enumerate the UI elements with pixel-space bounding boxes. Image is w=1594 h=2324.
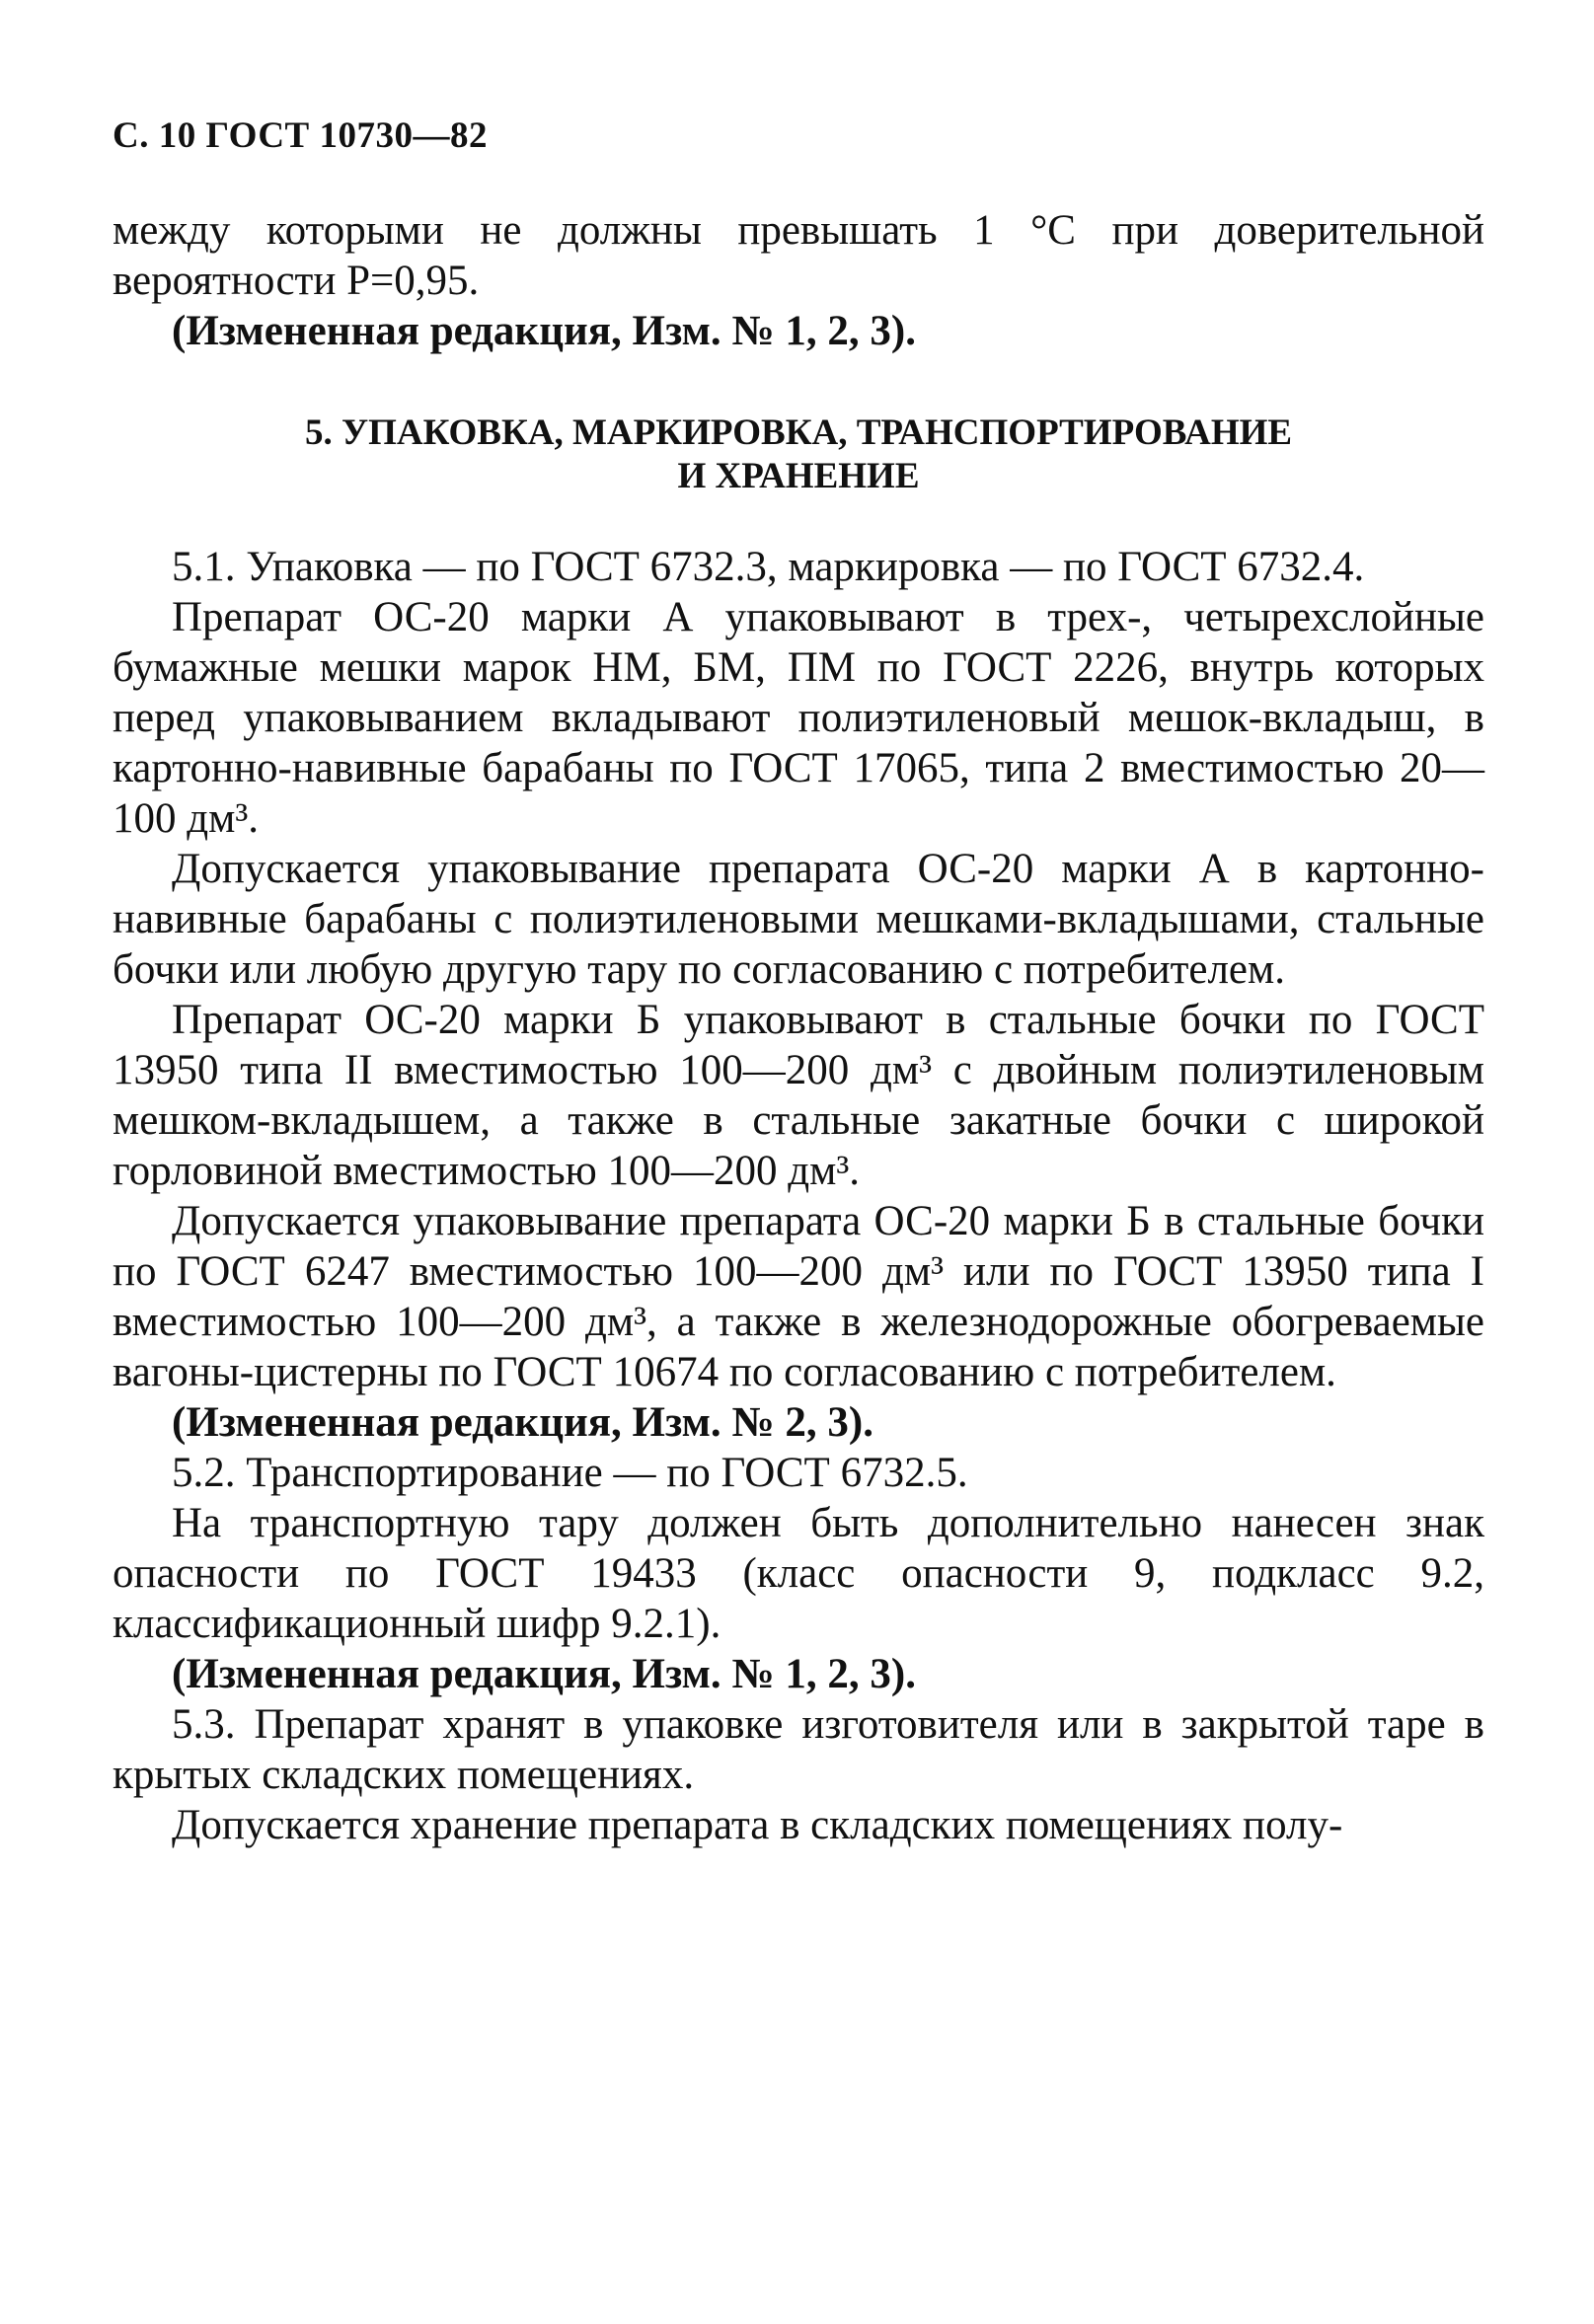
section-title-line: 5. УПАКОВКА, МАРКИРОВКА, ТРАНСПОРТИРОВАНИЕ	[304, 412, 1293, 453]
clause-5-2: 5.2. Транспортирование — по ГОСТ 6732.5.	[172, 1450, 968, 1496]
paragraph-grade-a-allowed: Допускается упаковывание препарата ОС-20 марки А в картонно-навивные барабаны с полиэтиленовыми мешками-вкладышами, стальные бочки или любую другую тару по согласованию с потребителем.	[113, 846, 1484, 993]
clause-5-3: 5.3. Препарат хранят в упаковке изготовителя или в закрытой таре в крытых складских помещениях.	[113, 1701, 1484, 1798]
amendment-note: (Измененная редакция, Изм. № 1, 2, 3).	[172, 1651, 916, 1697]
paragraph-transport-marking: На транспортную тару должен быть дополнительно нанесен знак опасности по ГОСТ 19433 (класс опасности 9, подкласс 9.2, классификационный шифр 9.2.1).	[113, 1500, 1484, 1647]
page-header: С. 10 ГОСТ 10730—82	[113, 115, 488, 156]
paragraph-storage: Допускается хранение препарата в складских помещениях полу-	[172, 1802, 1343, 1848]
document-body	[113, 205, 1484, 1850]
amendment-note: (Измененная редакция, Изм. № 2, 3).	[172, 1399, 873, 1446]
paragraph-grade-b-packing: Препарат ОС-20 марки Б упаковывают в стальные бочки по ГОСТ 13950 типа II вместимостью 100—200 дм³ с двойным полиэтиленовым мешком-вкладышем, а также в стальные закатные бочки с широкой горловиной вместимостью 100—200 дм³.	[113, 997, 1484, 1194]
amendment-note: (Измененная редакция, Изм. № 1, 2, 3).	[172, 308, 916, 354]
clause-5-1: 5.1. Упаковка — по ГОСТ 6732.3, маркировка — по ГОСТ 6732.4.	[172, 544, 1365, 590]
section-title-line: И ХРАНЕНИЕ	[677, 456, 920, 496]
continued-paragraph: между которыми не должны превышать 1 °С при доверительной вероятности Р=0,95.	[113, 207, 1484, 304]
paragraph-grade-b-allowed: Допускается упаковывание препарата ОС-20 марки Б в стальные бочки по ГОСТ 6247 вместимостью 100—200 дм³ или по ГОСТ 13950 типа I вместимостью 100—200 дм³, а также в железнодорожные обогреваемые вагоны-цистерны по ГОСТ 10674 по согласованию с потребителем.	[113, 1198, 1484, 1395]
section-title	[113, 412, 1484, 498]
paragraph-grade-a-packing: Препарат ОС-20 марки А упаковывают в трех-, четырехслойные бумажные мешки марок НМ, БМ, ПМ по ГОСТ 2226, внутрь которых перед упаковыванием вкладывают полиэтиленовый мешок-вкладыш, в картонно-навивные барабаны по ГОСТ 17065, типа 2 вместимостью 20—100 дм³.	[113, 594, 1484, 842]
